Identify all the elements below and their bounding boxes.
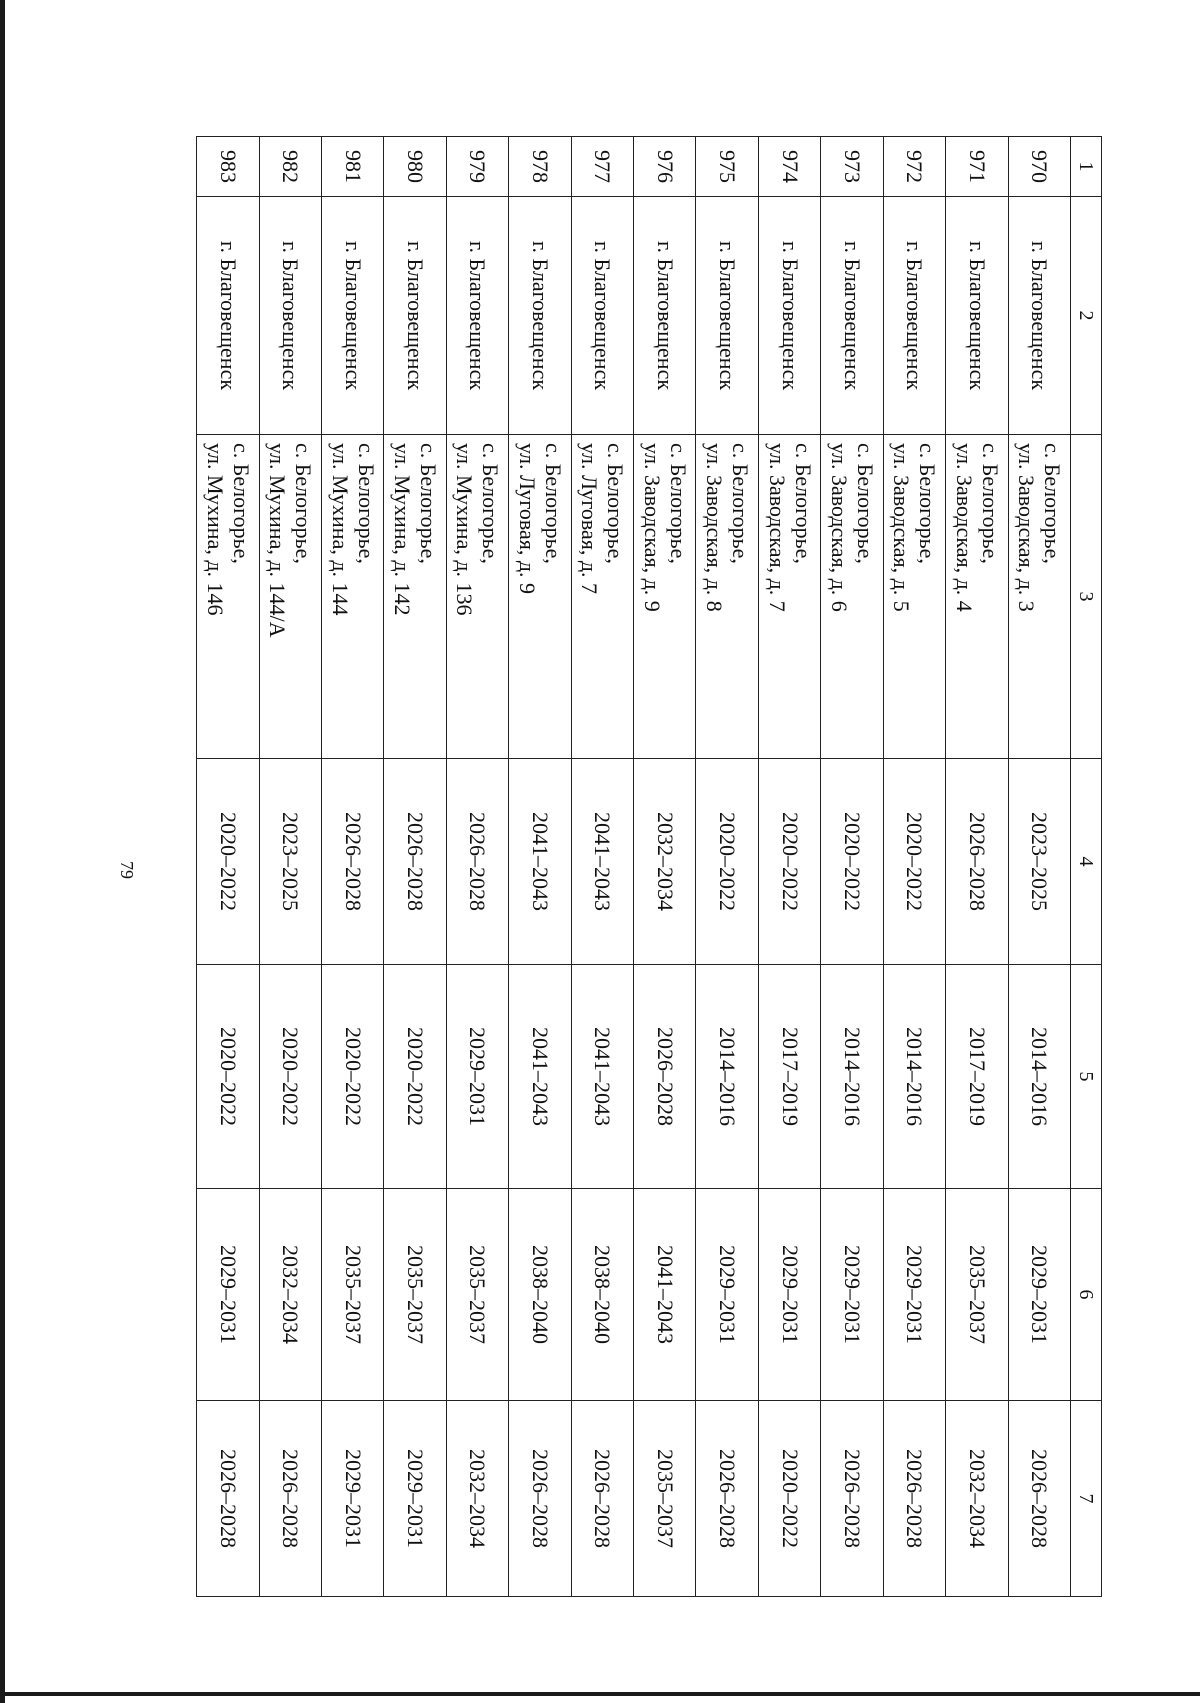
address-cell <box>197 435 260 759</box>
period-col-7: 2026–2028 <box>259 1401 321 1597</box>
period-col-4: 2032–2034 <box>634 759 696 965</box>
address-cell <box>758 435 820 759</box>
address-line-1: с. Белогорье, <box>228 443 254 564</box>
period-col-6: 2035–2037 <box>946 1189 1008 1401</box>
table-row <box>634 137 696 1597</box>
address-line-1: с. Белогорье, <box>416 443 442 564</box>
city-cell: г. Благовещенск <box>758 197 820 435</box>
table-row <box>259 137 321 1597</box>
period-col-4: 2020–2022 <box>821 759 883 965</box>
table-row <box>696 137 758 1597</box>
schedule-table <box>196 136 1102 1597</box>
period-col-5: 2014–2016 <box>1008 965 1070 1189</box>
period-col-6: 2038–2040 <box>571 1189 633 1401</box>
period-col-4: 2026–2028 <box>321 759 383 965</box>
period-col-7: 2032–2034 <box>946 1401 1008 1597</box>
row-number: 972 <box>883 137 945 197</box>
row-number: 978 <box>509 137 571 197</box>
address-line-2: ул. Луговая, д. 7 <box>577 443 603 595</box>
period-col-5: 2017–2019 <box>758 965 820 1189</box>
period-col-4: 2023–2025 <box>1008 759 1070 965</box>
schedule-table-rotated <box>196 136 1102 1596</box>
period-col-7: 2032–2034 <box>446 1401 508 1597</box>
address-cell <box>259 435 321 759</box>
period-col-5: 2014–2016 <box>883 965 945 1189</box>
row-number: 982 <box>259 137 321 197</box>
period-col-7: 2026–2028 <box>509 1401 571 1597</box>
period-col-7: 2026–2028 <box>821 1401 883 1597</box>
city-cell: г. Благовещенск <box>1008 197 1070 435</box>
period-col-4: 2023–2025 <box>259 759 321 965</box>
period-col-6: 2029–2031 <box>696 1189 758 1401</box>
period-col-6: 2035–2037 <box>384 1189 446 1401</box>
col-header-4: 4 <box>1071 759 1102 965</box>
address-line-1: с. Белогорье, <box>728 443 754 564</box>
row-number: 975 <box>696 137 758 197</box>
table-row <box>821 137 883 1597</box>
address-line-1: с. Белогорье, <box>853 443 879 564</box>
address-cell <box>634 435 696 759</box>
period-col-5: 2041–2043 <box>509 965 571 1189</box>
period-col-5: 2020–2022 <box>197 965 260 1189</box>
col-header-7: 7 <box>1071 1401 1102 1597</box>
col-header-5: 5 <box>1071 965 1102 1189</box>
period-col-4: 2020–2022 <box>883 759 945 965</box>
period-col-4: 2026–2028 <box>384 759 446 965</box>
table-row <box>384 137 446 1597</box>
period-col-5: 2014–2016 <box>821 965 883 1189</box>
address-line-1: с. Белогорье, <box>603 443 629 564</box>
address-line-1: с. Белогорье, <box>665 443 691 564</box>
address-line-2: ул. Мухина, д. 136 <box>452 443 478 616</box>
city-cell: г. Благовещенск <box>821 197 883 435</box>
period-col-5: 2020–2022 <box>259 965 321 1189</box>
address-cell <box>384 435 446 759</box>
address-line-2: ул. Заводская, д. 7 <box>764 443 790 612</box>
address-cell <box>571 435 633 759</box>
city-cell: г. Благовещенск <box>634 197 696 435</box>
period-col-7: 2026–2028 <box>197 1401 260 1597</box>
address-cell <box>821 435 883 759</box>
address-line-1: с. Белогорье, <box>291 443 317 564</box>
address-cell <box>509 435 571 759</box>
col-header-3: 3 <box>1071 435 1102 759</box>
row-number: 983 <box>197 137 260 197</box>
city-cell: г. Благовещенск <box>197 197 260 435</box>
period-col-6: 2029–2031 <box>883 1189 945 1401</box>
period-col-4: 2020–2022 <box>696 759 758 965</box>
col-header-2: 2 <box>1071 197 1102 435</box>
row-number: 970 <box>1008 137 1070 197</box>
table-row <box>571 137 633 1597</box>
table-row <box>509 137 571 1597</box>
address-line-1: с. Белогорье, <box>478 443 504 564</box>
period-col-4: 2020–2022 <box>197 759 260 965</box>
address-cell <box>446 435 508 759</box>
row-number: 979 <box>446 137 508 197</box>
scan-edge-left <box>0 0 5 1703</box>
address-line-1: с. Белогорье, <box>1040 443 1066 564</box>
address-line-2: ул. Заводская, д. 8 <box>702 443 728 612</box>
table-row <box>758 137 820 1597</box>
address-cell <box>1008 435 1070 759</box>
row-number: 981 <box>321 137 383 197</box>
period-col-4: 2020–2022 <box>758 759 820 965</box>
period-col-5: 2041–2043 <box>571 965 633 1189</box>
table-row <box>1008 137 1070 1597</box>
city-cell: г. Благовещенск <box>384 197 446 435</box>
period-col-6: 2029–2031 <box>821 1189 883 1401</box>
period-col-7: 2020–2022 <box>758 1401 820 1597</box>
address-cell <box>696 435 758 759</box>
period-col-4: 2041–2043 <box>571 759 633 965</box>
address-line-1: с. Белогорье, <box>790 443 816 564</box>
address-line-1: с. Белогорье, <box>353 443 379 564</box>
address-line-2: ул. Заводская, д. 5 <box>889 443 915 612</box>
period-col-6: 2035–2037 <box>446 1189 508 1401</box>
city-cell: г. Благовещенск <box>946 197 1008 435</box>
table-row <box>883 137 945 1597</box>
period-col-7: 2026–2028 <box>1008 1401 1070 1597</box>
period-col-7: 2026–2028 <box>883 1401 945 1597</box>
city-cell: г. Благовещенск <box>259 197 321 435</box>
city-cell: г. Благовещенск <box>696 197 758 435</box>
address-line-2: ул. Заводская, д. 3 <box>1014 443 1040 612</box>
address-cell <box>946 435 1008 759</box>
period-col-4: 2041–2043 <box>509 759 571 965</box>
scan-edge-bottom <box>0 1692 1200 1696</box>
row-number: 976 <box>634 137 696 197</box>
address-line-2: ул. Луговая, д. 9 <box>514 443 540 595</box>
table-row <box>946 137 1008 1597</box>
address-line-2: ул. Мухина, д. 144 <box>327 443 353 616</box>
period-col-7: 2029–2031 <box>321 1401 383 1597</box>
address-line-2: ул. Заводская, д. 6 <box>827 443 853 612</box>
city-cell: г. Благовещенск <box>571 197 633 435</box>
address-line-1: с. Белогорье, <box>915 443 941 564</box>
row-number: 973 <box>821 137 883 197</box>
table-row <box>321 137 383 1597</box>
period-col-5: 2029–2031 <box>446 965 508 1189</box>
col-header-6: 6 <box>1071 1189 1102 1401</box>
col-header-1: 1 <box>1071 137 1102 197</box>
address-cell <box>883 435 945 759</box>
address-line-2: ул. Заводская, д. 9 <box>639 443 665 612</box>
period-col-5: 2020–2022 <box>384 965 446 1189</box>
row-number: 971 <box>946 137 1008 197</box>
period-col-6: 2032–2034 <box>259 1189 321 1401</box>
address-line-2: ул. Мухина, д. 142 <box>390 443 416 616</box>
address-line-2: ул. Заводская, д. 4 <box>951 443 977 612</box>
period-col-4: 2026–2028 <box>946 759 1008 965</box>
city-cell: г. Благовещенск <box>509 197 571 435</box>
table-row <box>197 137 260 1597</box>
row-number: 977 <box>571 137 633 197</box>
row-number: 980 <box>384 137 446 197</box>
period-col-5: 2017–2019 <box>946 965 1008 1189</box>
period-col-6: 2035–2037 <box>321 1189 383 1401</box>
period-col-7: 2026–2028 <box>571 1401 633 1597</box>
period-col-6: 2029–2031 <box>758 1189 820 1401</box>
address-line-1: с. Белогорье, <box>977 443 1003 564</box>
address-cell <box>321 435 383 759</box>
period-col-6: 2029–2031 <box>197 1189 260 1401</box>
period-col-7: 2026–2028 <box>696 1401 758 1597</box>
period-col-4: 2026–2028 <box>446 759 508 965</box>
table-row <box>446 137 508 1597</box>
period-col-6: 2029–2031 <box>1008 1189 1070 1401</box>
period-col-5: 2026–2028 <box>634 965 696 1189</box>
city-cell: г. Благовещенск <box>446 197 508 435</box>
row-number: 974 <box>758 137 820 197</box>
period-col-6: 2038–2040 <box>509 1189 571 1401</box>
address-line-1: с. Белогорье, <box>540 443 566 564</box>
city-cell: г. Благовещенск <box>321 197 383 435</box>
address-line-2: ул. Мухина, д. 146 <box>202 443 228 616</box>
period-col-5: 2020–2022 <box>321 965 383 1189</box>
address-line-2: ул. Мухина, д. 144/А <box>265 443 291 638</box>
period-col-5: 2014–2016 <box>696 965 758 1189</box>
header-row <box>1071 137 1102 1597</box>
period-col-7: 2029–2031 <box>384 1401 446 1597</box>
page-number: 79 <box>117 861 137 879</box>
period-col-6: 2041–2043 <box>634 1189 696 1401</box>
period-col-7: 2035–2037 <box>634 1401 696 1597</box>
city-cell: г. Благовещенск <box>883 197 945 435</box>
